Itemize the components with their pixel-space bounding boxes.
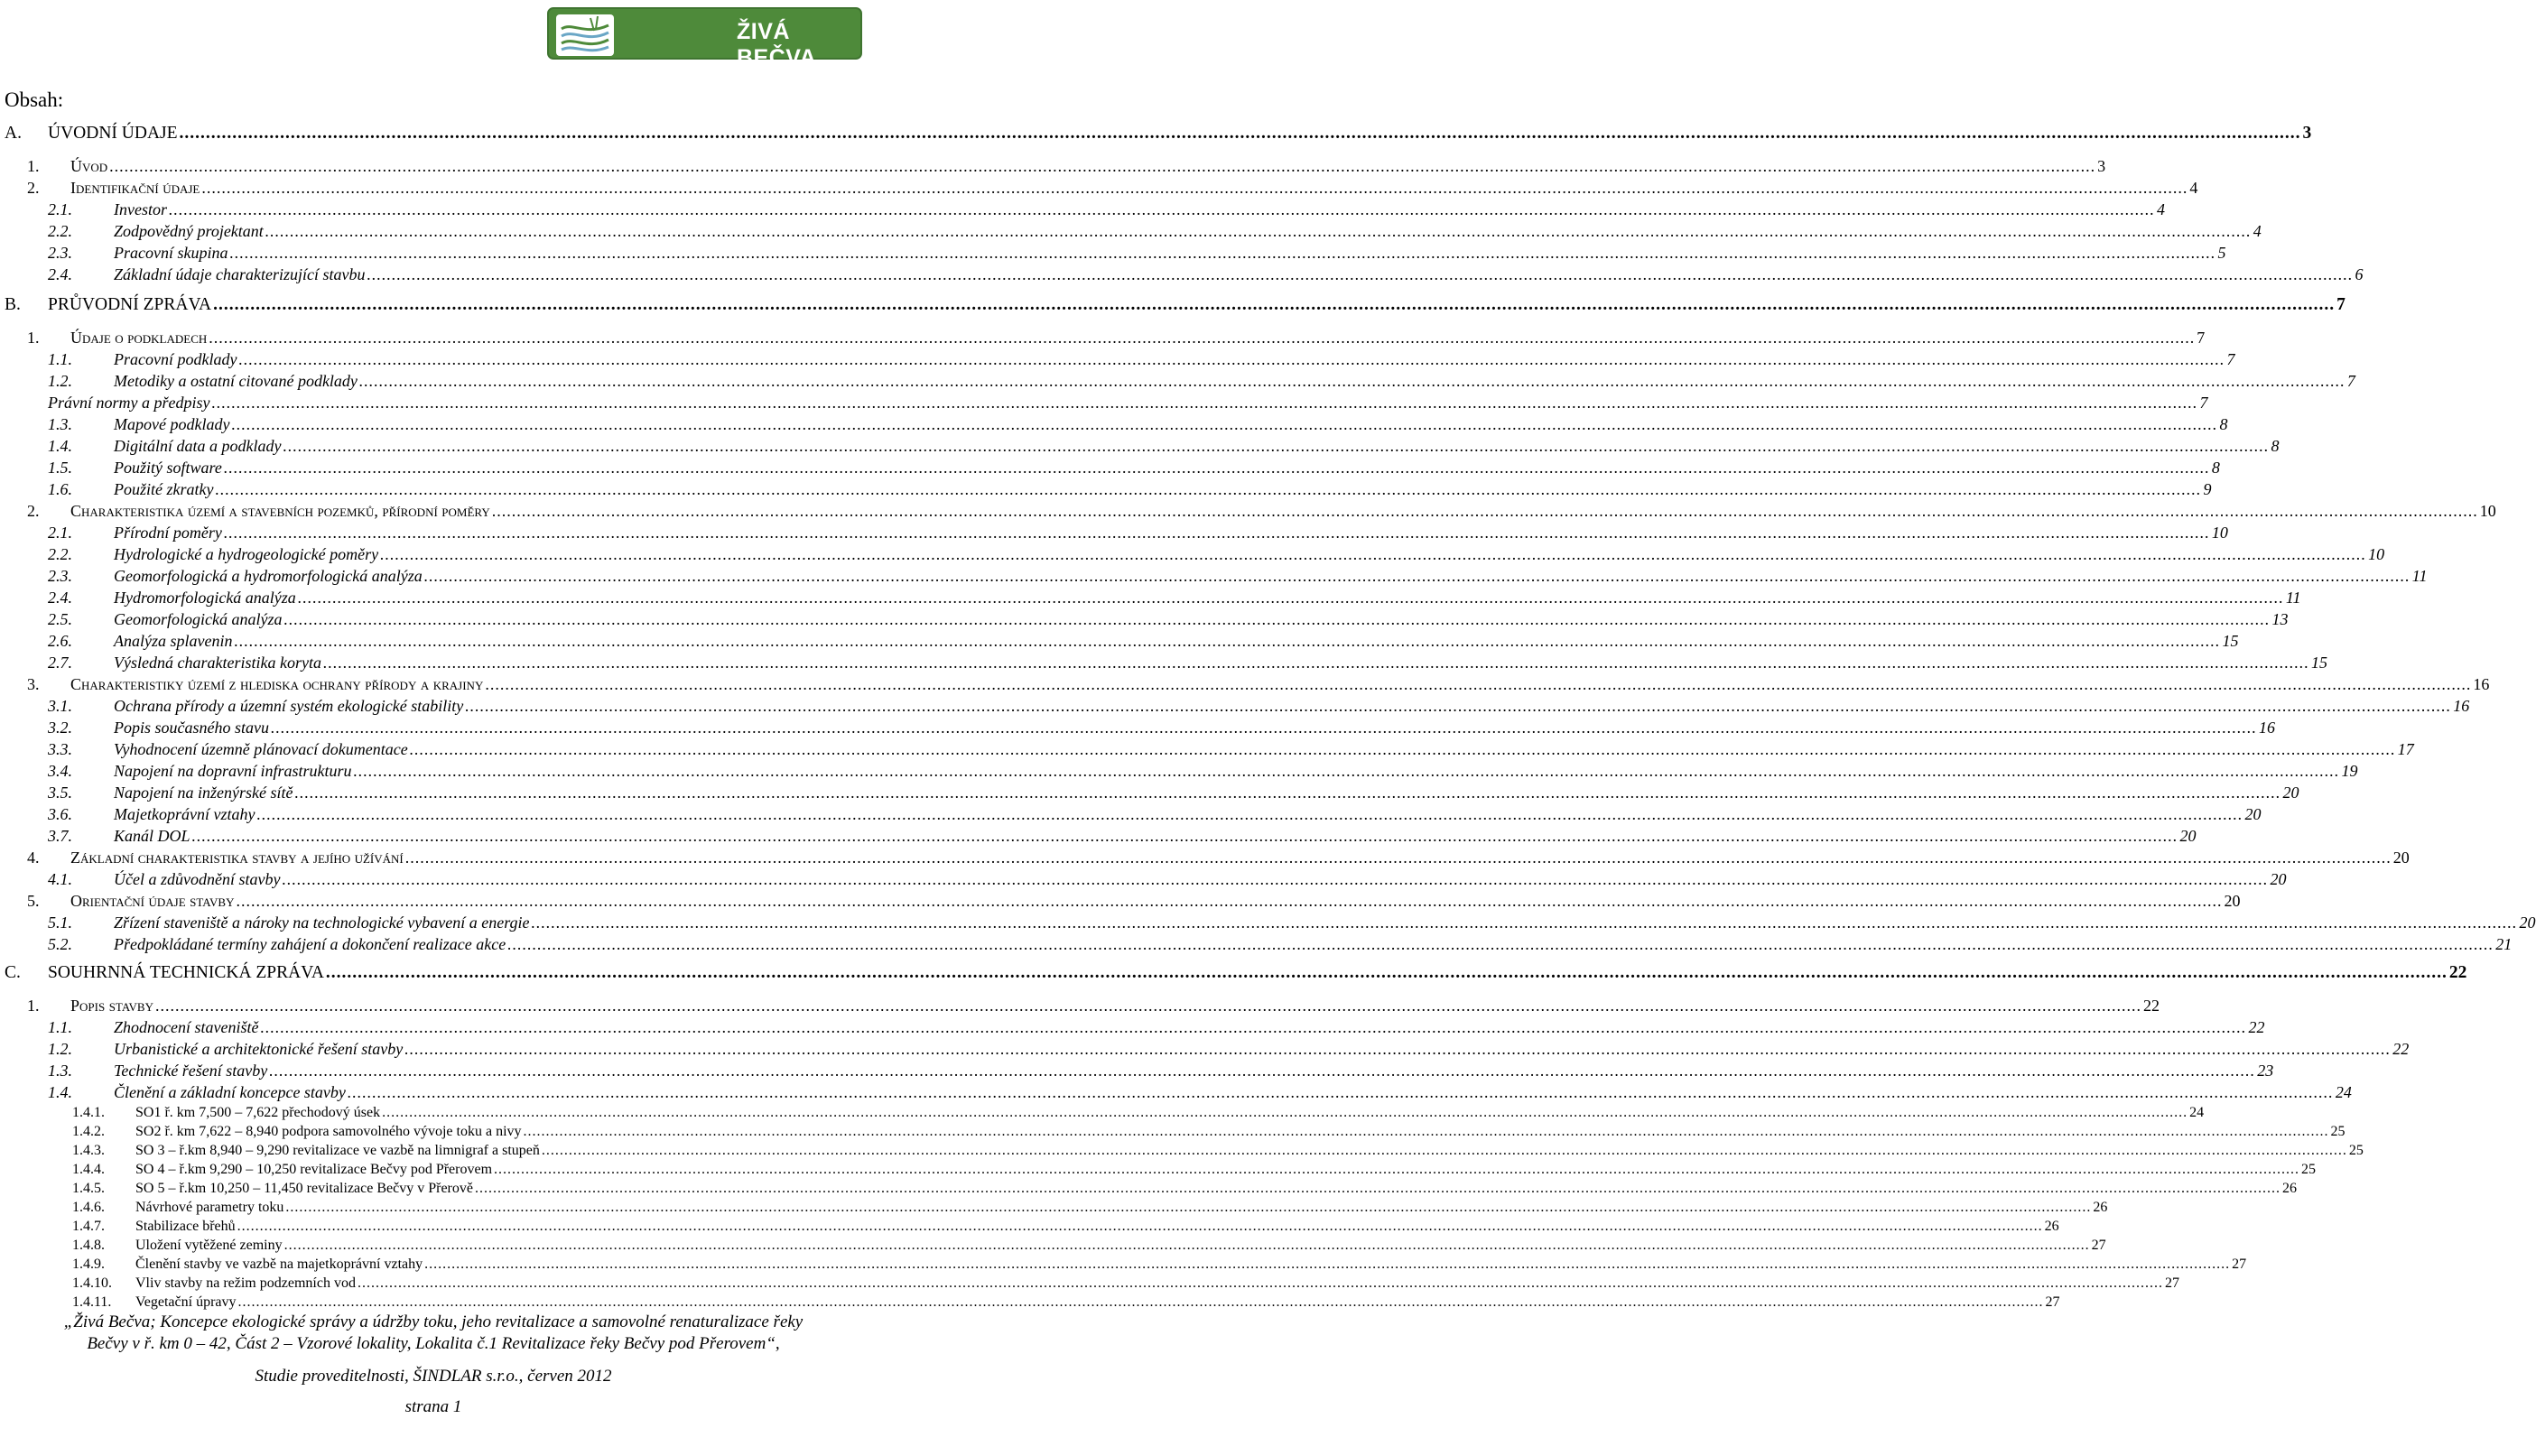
toc-entry-number: 2.5. xyxy=(48,610,72,628)
toc-entry-number: 1.4.10. xyxy=(72,1275,112,1291)
toc-entry-title: Pracovní podklady xyxy=(114,350,237,368)
toc-entry[interactable] xyxy=(0,242,2226,264)
toc-entry-title: SOUHRNNÁ TECHNICKÁ ZPRÁVA xyxy=(48,963,324,982)
toc-entry-number: 1. xyxy=(27,997,40,1015)
toc-entry-page: 8 xyxy=(2271,437,2280,455)
toc-entry[interactable] xyxy=(0,912,2536,933)
toc-entry-page: 15 xyxy=(2222,632,2239,650)
toc-entry-number: 3.6. xyxy=(48,805,72,823)
toc-entry-title: Vyhodnocení územně plánovací dokumentace xyxy=(114,740,408,758)
toc-entry-title: Vegetační úpravy xyxy=(135,1294,237,1310)
toc-entry-number: 1.4.3. xyxy=(72,1143,105,1158)
toc-leader-dots: ................................................................................................................................................................................................................................................................................................................................................................................................................ xyxy=(201,179,2188,197)
toc-entry[interactable] xyxy=(0,1160,2317,1179)
toc-entry-page: 7 xyxy=(2346,372,2355,390)
toc-entry-title: Metodiky a ostatní citované podklady xyxy=(114,372,358,390)
toc-entry-page: 3 xyxy=(2097,157,2106,175)
toc-entry-number: 1. xyxy=(27,157,40,175)
toc-entry-page: 27 xyxy=(2045,1294,2060,1310)
toc-entry-title: Vliv stavby na režim podzemních vod xyxy=(135,1275,356,1291)
toc-entry-page: 10 xyxy=(2479,502,2496,520)
toc-entry-title: Stabilizace břehů xyxy=(135,1219,236,1234)
toc-entry-number: B. xyxy=(5,295,21,314)
toc-entry-page: 27 xyxy=(2164,1275,2179,1291)
toc-entry[interactable] xyxy=(0,652,2327,673)
toc-leader-dots: ................................................................................................................................................................................................................................................................................................................................................................................................................ xyxy=(485,675,2472,693)
toc-entry-number: 1.4. xyxy=(48,1083,72,1101)
toc-entry[interactable] xyxy=(0,370,2355,392)
toc-leader-dots: ................................................................................................................................................................................................................................................................................................................................................................................................................ xyxy=(523,1124,2329,1139)
toc-entry[interactable] xyxy=(0,608,2289,630)
toc-leader-dots: ................................................................................................................................................................................................................................................................................................................................................................................................................ xyxy=(236,892,2223,910)
toc-entry[interactable] xyxy=(0,1274,2179,1293)
toc-entry-page: 21 xyxy=(2495,935,2513,953)
toc-entry[interactable] xyxy=(0,630,2239,652)
toc-entry[interactable] xyxy=(0,1255,2247,1274)
toc-entry-page: 20 xyxy=(2519,913,2536,932)
toc-entry-page: 3 xyxy=(2302,124,2312,143)
zb-logo xyxy=(547,7,862,70)
toc-entry-number: 1.4.7. xyxy=(72,1219,105,1234)
toc-leader-dots: ................................................................................................................................................................................................................................................................................................................................................................................................................ xyxy=(507,935,2494,953)
toc-leader-dots: ................................................................................................................................................................................................................................................................................................................................................................................................................ xyxy=(404,849,2392,867)
toc-entry-page: 7 xyxy=(2199,394,2208,412)
toc-entry-number: 2.4. xyxy=(48,589,72,607)
toc-leader-dots: ................................................................................................................................................................................................................................................................................................................................................................................................................ xyxy=(325,963,2448,982)
toc-entry-number: 2.1. xyxy=(48,524,72,542)
toc-entry-number: 3.1. xyxy=(48,697,72,715)
toc-entry-number: 2.3. xyxy=(48,244,72,262)
toc-entry-title: Geomorfologická analýza xyxy=(114,610,283,628)
toc-entry-page: 26 xyxy=(2093,1200,2108,1215)
toc-entry-number: 4. xyxy=(27,849,40,867)
toc-leader-dots: ................................................................................................................................................................................................................................................................................................................................................................................................................ xyxy=(474,1181,2281,1196)
toc-leader-dots: ................................................................................................................................................................................................................................................................................................................................................................................................................ xyxy=(283,1238,2090,1253)
toc-leader-dots: ................................................................................................................................................................................................................................................................................................................................................................................................................ xyxy=(168,200,2155,218)
toc-entry-title: SO 4 – ř.km 9,290 – 10,250 revitalizace Bečvy pod Přerovem xyxy=(135,1162,493,1177)
toc-entry-page: 20 xyxy=(2244,805,2262,823)
toc-entry[interactable] xyxy=(0,868,2287,890)
toc-entry[interactable] xyxy=(0,1236,2106,1255)
toc-entry-title: Mapové podklady xyxy=(114,415,230,433)
toc-entry[interactable] xyxy=(0,782,2299,803)
toc-entry-page: 7 xyxy=(2226,350,2235,368)
toc-entry-number: 2.3. xyxy=(48,567,72,585)
toc-entry-page: 20 xyxy=(2224,892,2241,910)
toc-entry[interactable] xyxy=(0,1141,2364,1160)
toc-entry-number: 2.6. xyxy=(48,632,72,650)
toc-entry-page: 8 xyxy=(2211,459,2220,477)
toc-entry-title: Účel a zdůvodnění stavby xyxy=(114,870,281,888)
toc-entry-number: 1.4.8. xyxy=(72,1238,105,1253)
toc-entry-page: 25 xyxy=(2348,1143,2364,1158)
toc-leader-dots: ................................................................................................................................................................................................................................................................................................................................................................................................................ xyxy=(223,459,2210,477)
toc-entry-page: 22 xyxy=(2142,997,2160,1015)
toc-entry-title: SO1 ř. km 7,500 – 7,622 přechodový úsek xyxy=(135,1105,381,1120)
toc-entry-number: 2.1. xyxy=(48,200,72,218)
toc-entry-title: Přírodní poměry xyxy=(114,524,222,542)
footer-line-1: „Živá Bečva; Koncepce ekologické správy a údržby toku, jeho revitalizace a samovolné renaturalizace řeky xyxy=(63,1312,804,1331)
toc-entry-number: 1. xyxy=(27,329,40,347)
toc-entry-page: 13 xyxy=(2271,610,2289,628)
toc-entry-number: 5. xyxy=(27,892,40,910)
toc-entry-title: Zhodnocení staveniště xyxy=(114,1018,259,1036)
toc-leader-dots: ................................................................................................................................................................................................................................................................................................................................................................................................................ xyxy=(491,502,2478,520)
toc-leader-dots: ................................................................................................................................................................................................................................................................................................................................................................................................................ xyxy=(347,1083,2334,1101)
toc-entry-page: 7 xyxy=(2336,295,2346,314)
toc-leader-dots: ................................................................................................................................................................................................................................................................................................................................................................................................................ xyxy=(409,740,2396,758)
toc-entry[interactable] xyxy=(0,500,2496,522)
toc-entry[interactable] xyxy=(0,1016,2265,1038)
toc-entry-title: SO2 ř. km 7,622 – 8,940 podpora samovolného vývoje toku a nivy xyxy=(135,1124,522,1139)
toc-entry[interactable] xyxy=(0,522,2228,543)
toc-entry-title: Zodpovědný projektant xyxy=(114,222,264,240)
toc-leader-dots: ................................................................................................................................................................................................................................................................................................................................................................................................................ xyxy=(294,784,2281,802)
toc-leader-dots: ................................................................................................................................................................................................................................................................................................................................................................................................................ xyxy=(531,913,2518,932)
toc-entry-number: 2.2. xyxy=(48,222,72,240)
toc-leader-dots: ................................................................................................................................................................................................................................................................................................................................................................................................................ xyxy=(283,437,2270,455)
toc-entry-number: 5.2. xyxy=(48,935,72,953)
toc-leader-dots: ................................................................................................................................................................................................................................................................................................................................................................................................................ xyxy=(367,265,2354,283)
logo-text: ŽIVÁ BEČVA xyxy=(737,19,817,70)
toc-entry-page: 10 xyxy=(2368,545,2385,563)
toc-leader-dots: ................................................................................................................................................................................................................................................................................................................................................................................................................ xyxy=(465,697,2452,715)
toc-leader-dots: ................................................................................................................................................................................................................................................................................................................................................................................................................ xyxy=(209,329,2196,347)
toc-leader-dots: ................................................................................................................................................................................................................................................................................................................................................................................................................ xyxy=(283,610,2271,628)
toc-leader-dots: ................................................................................................................................................................................................................................................................................................................................................................................................................ xyxy=(191,827,2178,845)
toc-entry-title: Členění a základní koncepce stavby xyxy=(114,1083,346,1101)
toc-entry[interactable] xyxy=(0,1198,2108,1217)
toc-leader-dots: ................................................................................................................................................................................................................................................................................................................................................................................................................ xyxy=(541,1143,2347,1158)
toc-entry-title: Výsledná charakteristika koryta xyxy=(114,654,321,672)
toc-entry-title: Identifikační údaje xyxy=(70,179,200,197)
toc-leader-dots: ................................................................................................................................................................................................................................................................................................................................................................................................................ xyxy=(213,295,2336,314)
toc-entry[interactable] xyxy=(0,825,2197,847)
toc-entry-number: 1.1. xyxy=(48,1018,72,1036)
toc-entry-number: 1.2. xyxy=(48,372,72,390)
toc-entry-page: 16 xyxy=(2473,675,2490,693)
toc-entry-number: 1.4.11. xyxy=(72,1294,112,1310)
toc-entry-page: 23 xyxy=(2257,1062,2274,1080)
toc-entry-title: Majetkoprávní vztahy xyxy=(114,805,255,823)
toc-entry-number: 3. xyxy=(27,675,40,693)
toc-entry[interactable] xyxy=(0,1217,2059,1236)
toc-leader-dots: ................................................................................................................................................................................................................................................................................................................................................................................................................ xyxy=(231,415,2218,433)
toc-entry-title: Napojení na dopravní infrastrukturu xyxy=(114,762,352,780)
toc-entry-title: SO 3 – ř.km 8,940 – 9,290 revitalizace ve vazbě na limnigraf a stupeň xyxy=(135,1143,540,1158)
toc-entry-title: SO 5 – ř.km 10,250 – 11,450 revitalizace Bečvy v Přerově xyxy=(135,1181,473,1196)
toc-entry[interactable] xyxy=(0,478,2212,500)
toc-entry-title: Urbanistické a architektonické řešení stavby xyxy=(114,1040,404,1058)
page-number: strana 1 xyxy=(404,1397,462,1416)
toc-entry-page: 5 xyxy=(2217,244,2226,262)
toc-entry-title: Členění stavby ve vazbě na majetkoprávní vztahy xyxy=(135,1257,423,1272)
toc-entry-page: 4 xyxy=(2156,200,2165,218)
toc-leader-dots: ................................................................................................................................................................................................................................................................................................................................................................................................................ xyxy=(270,719,2257,737)
toc-entry-number: 2.4. xyxy=(48,265,72,283)
toc-entry-page: 11 xyxy=(2411,567,2428,585)
toc-entry-title: Základní charakteristika stavby a jejího užívání xyxy=(70,849,404,867)
toc-leader-dots: ................................................................................................................................................................................................................................................................................................................................................................................................................ xyxy=(285,1200,2092,1215)
toc-entry-number: 3.7. xyxy=(48,827,72,845)
toc-entry-page: 16 xyxy=(2453,697,2470,715)
toc-entry[interactable] xyxy=(0,264,2364,285)
toc-entry-title: Ochrana přírody a územní systém ekologické stability xyxy=(114,697,464,715)
toc-entry-page: 11 xyxy=(2285,589,2301,607)
toc-entry[interactable] xyxy=(0,673,2490,695)
toc-leader-dots: ................................................................................................................................................................................................................................................................................................................................................................................................................ xyxy=(282,870,2269,888)
toc-entry-number: 1.4.2. xyxy=(72,1124,105,1139)
toc-entry-number: 2. xyxy=(27,502,40,520)
footer-line-2: Bečvy v ř. km 0 – 42, Část 2 – Vzorové lokality, Lokalita č.1 Revitalizace řeky Bečvy pod Přerovem“, xyxy=(87,1334,780,1353)
toc-leader-dots: ................................................................................................................................................................................................................................................................................................................................................................................................................ xyxy=(297,589,2284,607)
toc-entry[interactable] xyxy=(0,695,2470,717)
toc-leader-dots: ................................................................................................................................................................................................................................................................................................................................................................................................................ xyxy=(154,997,2141,1015)
toc-entry[interactable] xyxy=(0,123,2312,144)
toc-entry[interactable] xyxy=(0,294,2346,316)
toc-leader-dots: ................................................................................................................................................................................................................................................................................................................................................................................................................ xyxy=(424,1257,2231,1272)
toc-leader-dots: ................................................................................................................................................................................................................................................................................................................................................................................................................ xyxy=(237,1294,2044,1310)
toc-entry[interactable] xyxy=(0,962,2467,984)
toc-entry[interactable] xyxy=(0,392,2208,413)
toc-entry-number: 3.2. xyxy=(48,719,72,737)
toc-entry-number: 1.4. xyxy=(48,437,72,455)
toc-leader-dots: ................................................................................................................................................................................................................................................................................................................................................................................................................ xyxy=(223,524,2210,542)
toc-entry-number: 1.1. xyxy=(48,350,72,368)
toc-entry-title: Použité zkratky xyxy=(114,480,214,498)
toc-leader-dots: ................................................................................................................................................................................................................................................................................................................................................................................................................ xyxy=(238,350,2225,368)
toc-entry-page: 6 xyxy=(2355,265,2364,283)
toc-entry[interactable] xyxy=(0,1103,2205,1122)
toc-entry-number: 1.6. xyxy=(48,480,72,498)
toc-leader-dots: ................................................................................................................................................................................................................................................................................................................................................................................................................ xyxy=(237,1219,2043,1234)
toc-entry-number: 2.2. xyxy=(48,545,72,563)
toc-entry-title: Technické řešení stavby xyxy=(114,1062,268,1080)
toc-entry-title: Popis stavby xyxy=(70,997,153,1015)
toc-entry[interactable] xyxy=(0,847,2410,868)
toc-leader-dots: ................................................................................................................................................................................................................................................................................................................................................................................................................ xyxy=(211,394,2198,412)
toc-entry-title: Orientační údaje stavby xyxy=(70,892,235,910)
toc-entry-page: 19 xyxy=(2341,762,2358,780)
toc-entry-page: 20 xyxy=(2179,827,2197,845)
toc-leader-dots: ................................................................................................................................................................................................................................................................................................................................................................................................................ xyxy=(179,124,2301,143)
toc-entry[interactable] xyxy=(0,1060,2274,1081)
toc-leader-dots: ................................................................................................................................................................................................................................................................................................................................................................................................................ xyxy=(358,372,2346,390)
toc-entry-page: 22 xyxy=(2448,963,2467,982)
toc-entry-title: Pracovní skupina xyxy=(114,244,228,262)
toc-entry[interactable] xyxy=(0,760,2358,782)
toc-entry-number: 2.7. xyxy=(48,654,72,672)
toc-entry-page: 20 xyxy=(2282,784,2299,802)
footer-line-3: Studie proveditelnosti, ŠINDLAR s.r.o., červen 2012 xyxy=(255,1367,612,1386)
toc-entry-title: PRŮVODNÍ ZPRÁVA xyxy=(48,295,212,314)
toc-leader-dots: ................................................................................................................................................................................................................................................................................................................................................................................................................ xyxy=(269,1062,2256,1080)
toc-entry-page: 22 xyxy=(2248,1018,2265,1036)
toc-entry-number: 1.4.1. xyxy=(72,1105,105,1120)
toc-entry-page: 4 xyxy=(2189,179,2198,197)
toc-entry[interactable] xyxy=(0,587,2301,608)
toc-entry-page: 24 xyxy=(2335,1083,2352,1101)
toc-entry-title: Hydromorfologická analýza xyxy=(114,589,296,607)
toc-entry[interactable] xyxy=(0,155,2106,177)
toc-leader-dots: ................................................................................................................................................................................................................................................................................................................................................................................................................ xyxy=(260,1018,2247,1036)
toc-entry-page: 4 xyxy=(2253,222,2262,240)
river-logo-icon xyxy=(554,13,616,58)
toc-entry[interactable] xyxy=(0,1179,2297,1198)
toc-entry-title: Zřízení staveniště a nároky na technologické vybavení a energie xyxy=(114,913,530,932)
toc-entry-title: Uložení vytěžené zeminy xyxy=(135,1238,283,1253)
toc-entry[interactable] xyxy=(0,933,2513,955)
toc-leader-dots: ................................................................................................................................................................................................................................................................................................................................................................................................................ xyxy=(357,1275,2163,1291)
toc-entry-title: Použitý software xyxy=(114,459,222,477)
toc-entry-title: ÚVODNÍ ÚDAJE xyxy=(48,124,178,143)
toc-heading: Obsah: xyxy=(5,88,64,111)
toc-entry-page: 7 xyxy=(2197,329,2206,347)
toc-entry-page: 25 xyxy=(2301,1162,2317,1177)
toc-entry[interactable] xyxy=(0,220,2262,242)
toc-leader-dots: ................................................................................................................................................................................................................................................................................................................................................................................................................ xyxy=(353,762,2340,780)
toc-entry-page: 17 xyxy=(2397,740,2414,758)
toc-entry-number: 3.5. xyxy=(48,784,72,802)
toc-entry-number: 1.4.4. xyxy=(72,1162,105,1177)
toc-entry-title: Předpokládané termíny zahájení a dokončení realizace akce xyxy=(114,935,506,953)
toc-entry[interactable] xyxy=(0,435,2280,457)
toc-entry-page: 24 xyxy=(2189,1105,2205,1120)
toc-entry[interactable] xyxy=(0,413,2228,435)
toc-leader-dots: ................................................................................................................................................................................................................................................................................................................................................................................................................ xyxy=(322,654,2309,672)
toc-entry-page: 25 xyxy=(2330,1124,2346,1139)
toc-entry-page: 16 xyxy=(2258,719,2275,737)
toc-entry-title: Geomorfologická a hydromorfologická analýza xyxy=(114,567,423,585)
toc-entry-number: 3.4. xyxy=(48,762,72,780)
toc-entry-page: 20 xyxy=(2270,870,2287,888)
toc-entry[interactable] xyxy=(0,565,2428,587)
toc-entry-number: 4.1. xyxy=(48,870,72,888)
toc-entry-number: 1.4.5. xyxy=(72,1181,105,1196)
toc-entry-page: 27 xyxy=(2091,1238,2106,1253)
toc-entry-number: C. xyxy=(5,963,21,982)
toc-leader-dots: ................................................................................................................................................................................................................................................................................................................................................................................................................ xyxy=(382,1105,2188,1120)
toc-entry[interactable] xyxy=(0,199,2165,220)
toc-entry[interactable] xyxy=(0,995,2160,1016)
toc-entry-number: 2. xyxy=(27,179,40,197)
toc-entry-title: Napojení na inženýrské sítě xyxy=(114,784,293,802)
toc-entry[interactable] xyxy=(0,803,2262,825)
toc-entry-number: 1.5. xyxy=(48,459,72,477)
toc-entry-number: 5.1. xyxy=(48,913,72,932)
toc-entry-number: 1.3. xyxy=(48,1062,72,1080)
toc-entry-title: Úvod xyxy=(70,157,108,175)
toc-entry-page: 8 xyxy=(2219,415,2228,433)
toc-entry[interactable] xyxy=(0,457,2220,478)
toc-entry-number: 1.4.6. xyxy=(72,1200,105,1215)
toc-leader-dots: ................................................................................................................................................................................................................................................................................................................................................................................................................ xyxy=(423,567,2411,585)
toc-entry-number: 1.4.9. xyxy=(72,1257,105,1272)
toc-entry-title: Hydrologické a hydrogeologické poměry xyxy=(114,545,379,563)
toc-leader-dots: ................................................................................................................................................................................................................................................................................................................................................................................................................ xyxy=(494,1162,2300,1177)
toc-leader-dots: ................................................................................................................................................................................................................................................................................................................................................................................................................ xyxy=(234,632,2221,650)
toc-entry[interactable] xyxy=(0,1293,2060,1312)
toc-entry-page: 26 xyxy=(2281,1181,2297,1196)
toc-entry-number: 3.3. xyxy=(48,740,72,758)
toc-entry-page: 26 xyxy=(2044,1219,2059,1234)
toc-entry[interactable] xyxy=(0,890,2241,912)
toc-entry-page: 10 xyxy=(2211,524,2228,542)
toc-entry[interactable] xyxy=(0,717,2275,738)
toc-entry-title: Kanál DOL xyxy=(114,827,190,845)
toc-entry-title: Digitální data a podklady xyxy=(114,437,282,455)
toc-leader-dots: ................................................................................................................................................................................................................................................................................................................................................................................................................ xyxy=(229,244,2216,262)
toc-entry[interactable] xyxy=(0,327,2206,348)
toc-entry-number: 1.3. xyxy=(48,415,72,433)
toc-entry[interactable] xyxy=(0,1081,2352,1103)
toc-leader-dots: ................................................................................................................................................................................................................................................................................................................................................................................................................ xyxy=(404,1040,2392,1058)
toc-entry-title: Základní údaje charakterizující stavbu xyxy=(114,265,366,283)
toc-entry-title: Právní normy a předpisy xyxy=(48,394,210,412)
toc-entry-page: 22 xyxy=(2392,1040,2410,1058)
toc-entry-title: Analýza splavenin xyxy=(114,632,233,650)
toc-entry-title: Investor xyxy=(114,200,167,218)
toc-entry-title: Návrhové parametry toku xyxy=(135,1200,284,1215)
toc-leader-dots: ................................................................................................................................................................................................................................................................................................................................................................................................................ xyxy=(380,545,2367,563)
toc-entry[interactable] xyxy=(0,738,2414,760)
toc-entry-page: 15 xyxy=(2310,654,2327,672)
toc-entry-page: 20 xyxy=(2392,849,2410,867)
toc-entry-title: Popis současného stavu xyxy=(114,719,269,737)
toc-entry-title: Charakteristiky území z hlediska ochrany přírody a krajiny xyxy=(70,675,484,693)
toc-leader-dots: ................................................................................................................................................................................................................................................................................................................................................................................................................ xyxy=(215,480,2202,498)
toc-leader-dots: ................................................................................................................................................................................................................................................................................................................................................................................................................ xyxy=(109,157,2096,175)
toc-entry-number: 1.2. xyxy=(48,1040,72,1058)
toc-entry-title: Charakteristika území a stavebních pozemků, přírodní poměry xyxy=(70,502,490,520)
toc-entry[interactable] xyxy=(0,543,2385,565)
toc-leader-dots: ................................................................................................................................................................................................................................................................................................................................................................................................................ xyxy=(265,222,2252,240)
toc-entry-page: 9 xyxy=(2203,480,2212,498)
toc-entry-title: Údaje o podkladech xyxy=(70,329,208,347)
toc-entry[interactable] xyxy=(0,1038,2410,1060)
toc-entry-number: A. xyxy=(5,124,22,143)
toc-entry[interactable] xyxy=(0,1122,2346,1141)
toc-entry-page: 27 xyxy=(2232,1257,2247,1272)
toc-leader-dots: ................................................................................................................................................................................................................................................................................................................................................................................................................ xyxy=(256,805,2243,823)
toc-entry[interactable] xyxy=(0,177,2198,199)
toc-entry[interactable] xyxy=(0,348,2235,370)
